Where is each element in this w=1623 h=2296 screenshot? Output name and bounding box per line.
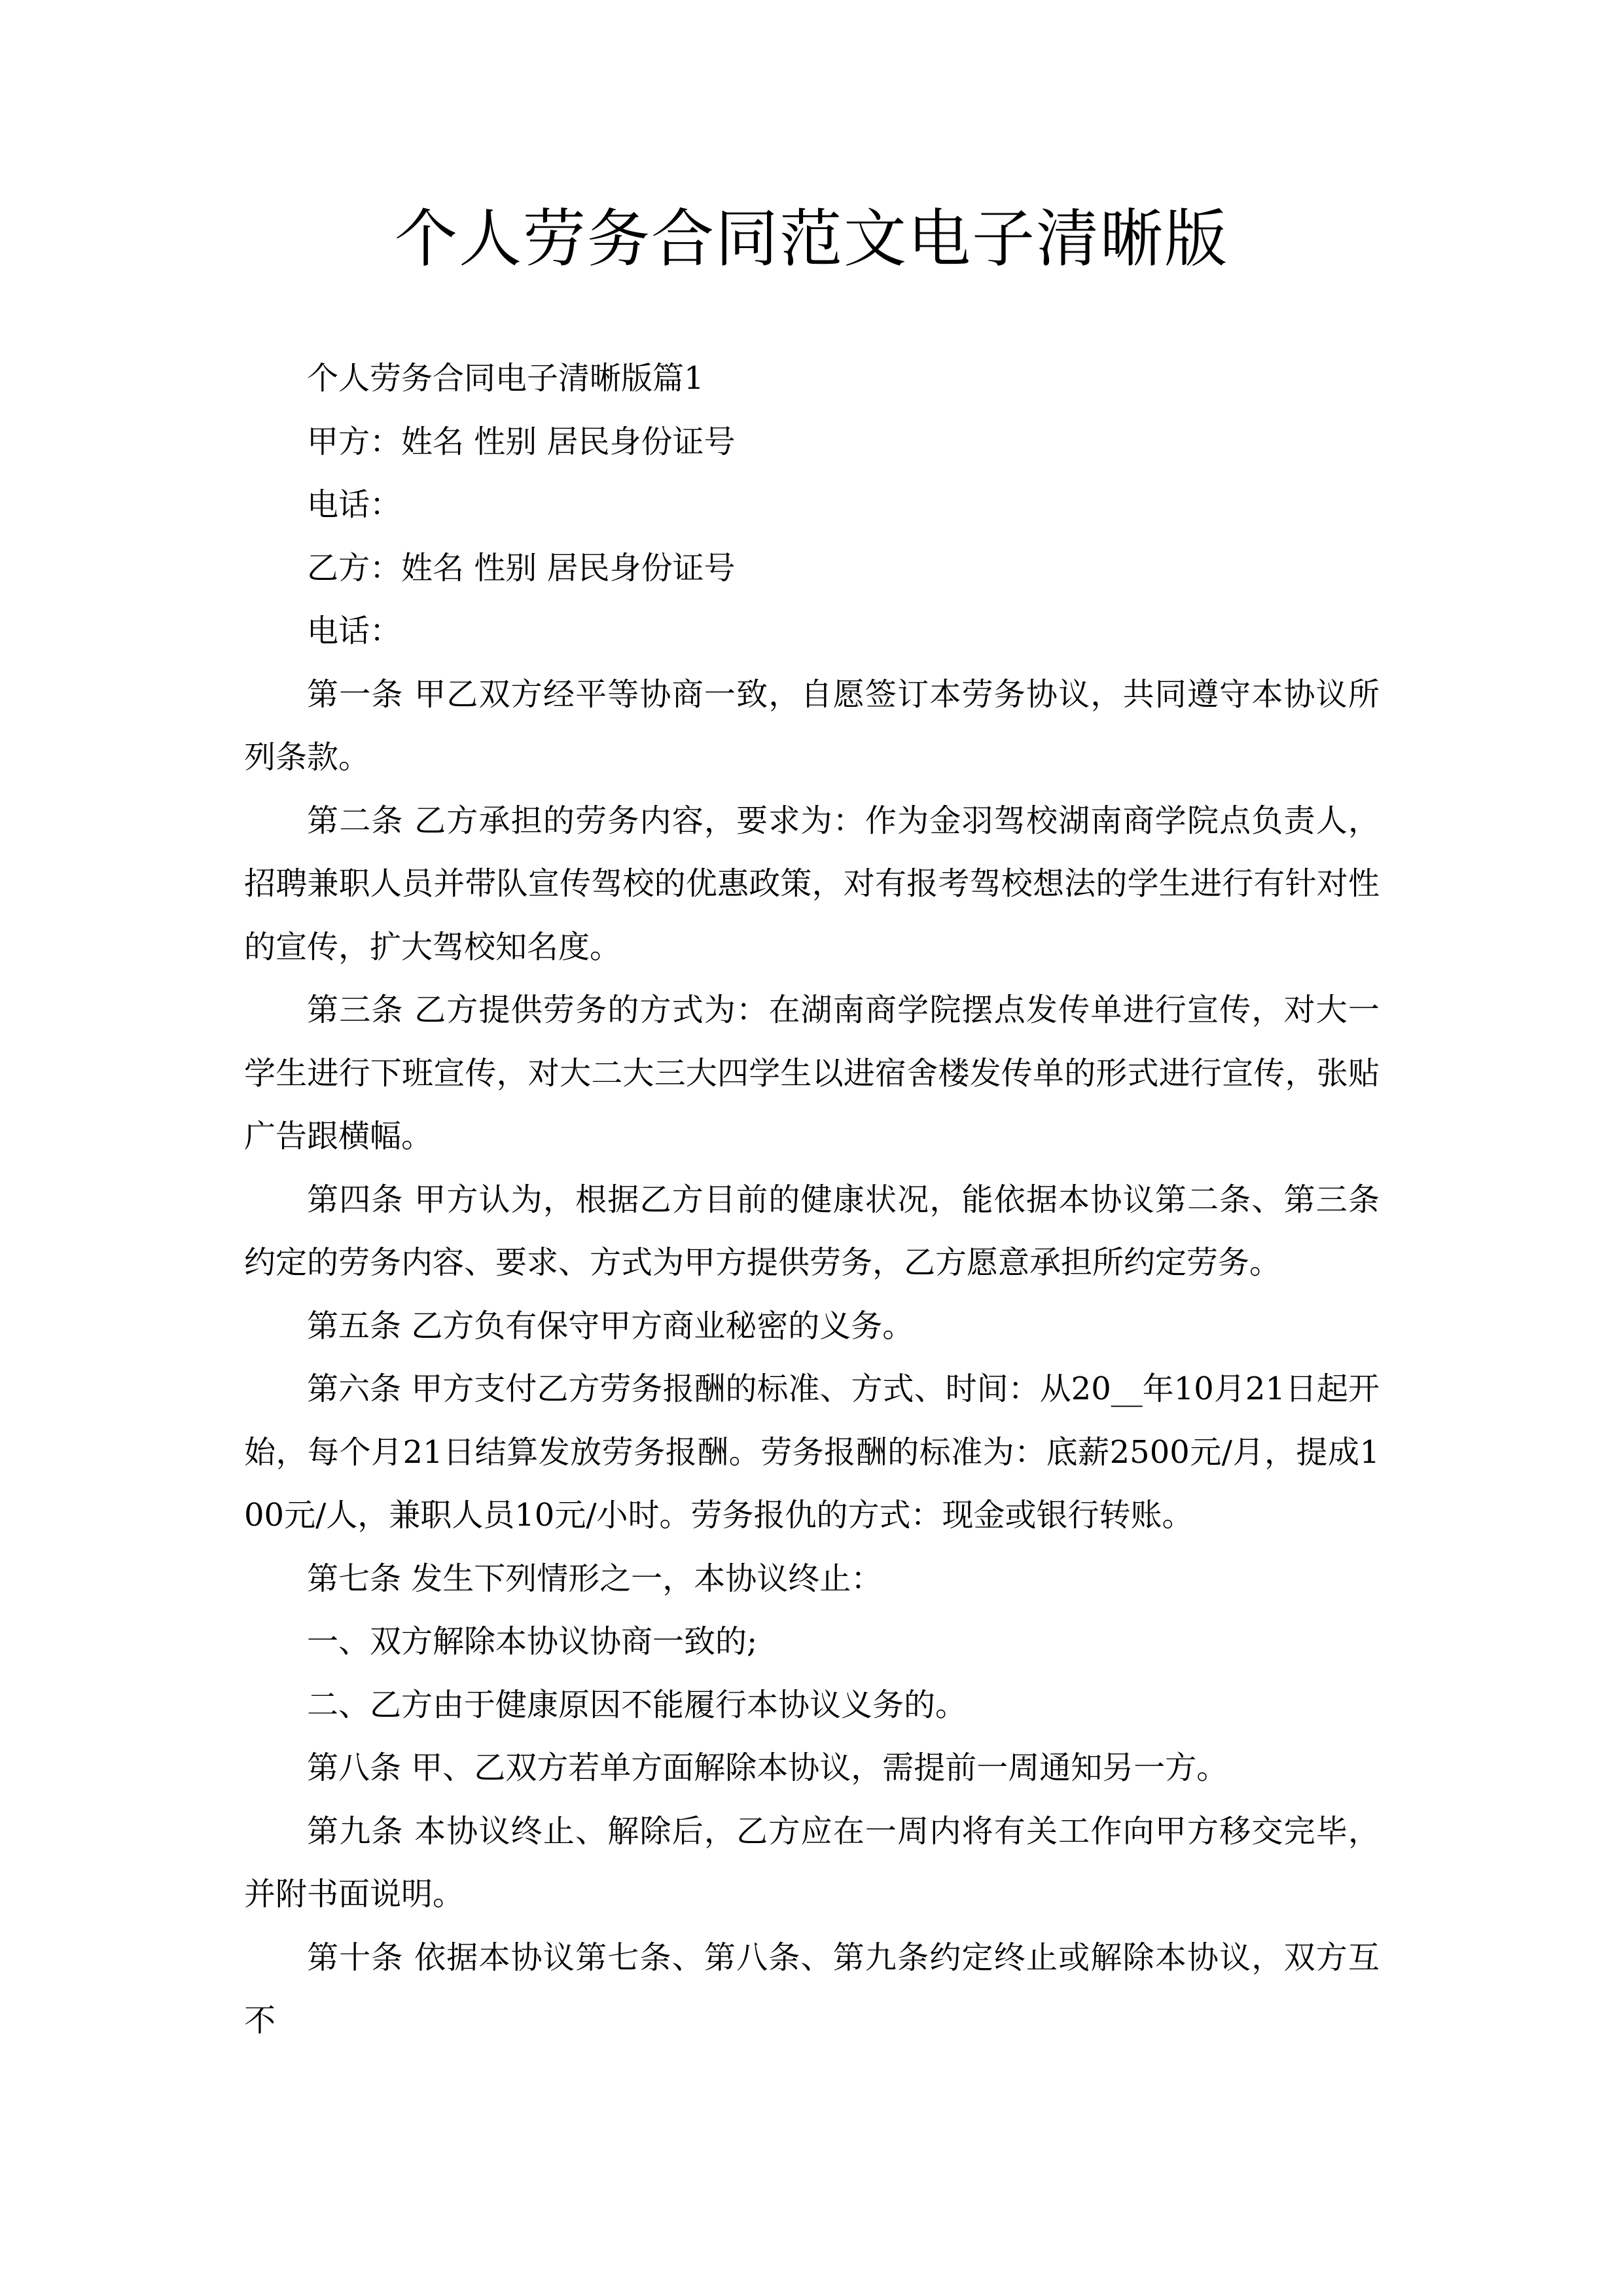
clause-2: 第二条 乙方承担的劳务内容，要求为：作为金羽驾校湖南商学院点负责人，招聘兼职人员并带队宣传驾校的优惠政策，对有报考驾校想法的学生进行有针对性的宣传，扩大驾校知名度。: [244, 802, 1380, 965]
page-title: 个人劳务合同范文电子清晰版: [395, 202, 1228, 276]
party-a-line: 甲方：姓名 性别 居民身份证号: [307, 423, 736, 460]
clause-1: 第一条 甲乙双方经平等协商一致，自愿签订本劳务协议，共同遵守本协议所列条款。: [244, 675, 1380, 776]
document-body: [244, 347, 1380, 2053]
clause-4: 第四条 甲方认为，根据乙方目前的健康状况，能依据本协议第二条、第三条约定的劳务内容、要求、方式为甲方提供劳务，乙方愿意承担所约定劳务。: [244, 1181, 1380, 1281]
clause-7-item-1: 一、双方解除本协议协商一致的;: [307, 1623, 758, 1660]
clause-6: 第六条 甲方支付乙方劳务报酬的标准、方式、时间：从20__年10月21日起开始，每个月21日结算发放劳务报酬。劳务报酬的标准为：底薪2500元/月，提成100元/人，兼职人员10元/小时。劳务报仇的方式：现金或银行转账。: [244, 1371, 1380, 1534]
clause-8: 第八条 甲、乙双方若单方面解除本协议，需提前一周通知另一方。: [307, 1749, 1228, 1786]
clause-3: 第三条 乙方提供劳务的方式为：在湖南商学院摆点发传单进行宣传，对大一学生进行下班宣传，对大二大三大四学生以进宿舍楼发传单的形式进行宣传，张贴广告跟横幅。: [244, 992, 1380, 1155]
clause-9: 第九条 本协议终止、解除后，乙方应在一周内将有关工作向甲方移交完毕，并附书面说明。: [244, 1812, 1380, 1912]
party-a-phone: 电话：: [307, 486, 402, 523]
party-b-phone: 电话：: [307, 613, 402, 649]
section-heading: 个人劳务合同电子清晰版篇1: [307, 360, 704, 397]
clause-5: 第五条 乙方负有保守甲方商业秘密的义务。: [307, 1307, 914, 1344]
clause-7: 第七条 发生下列情形之一，本协议终止：: [307, 1560, 883, 1597]
clause-7-item-2: 二、乙方由于健康原因不能履行本协议义务的。: [307, 1686, 967, 1723]
party-b-line: 乙方：姓名 性别 居民身份证号: [307, 549, 736, 586]
clause-10: 第十条 依据本协议第七条、第八条、第九条约定终止或解除本协议，双方互不: [244, 1939, 1380, 2039]
